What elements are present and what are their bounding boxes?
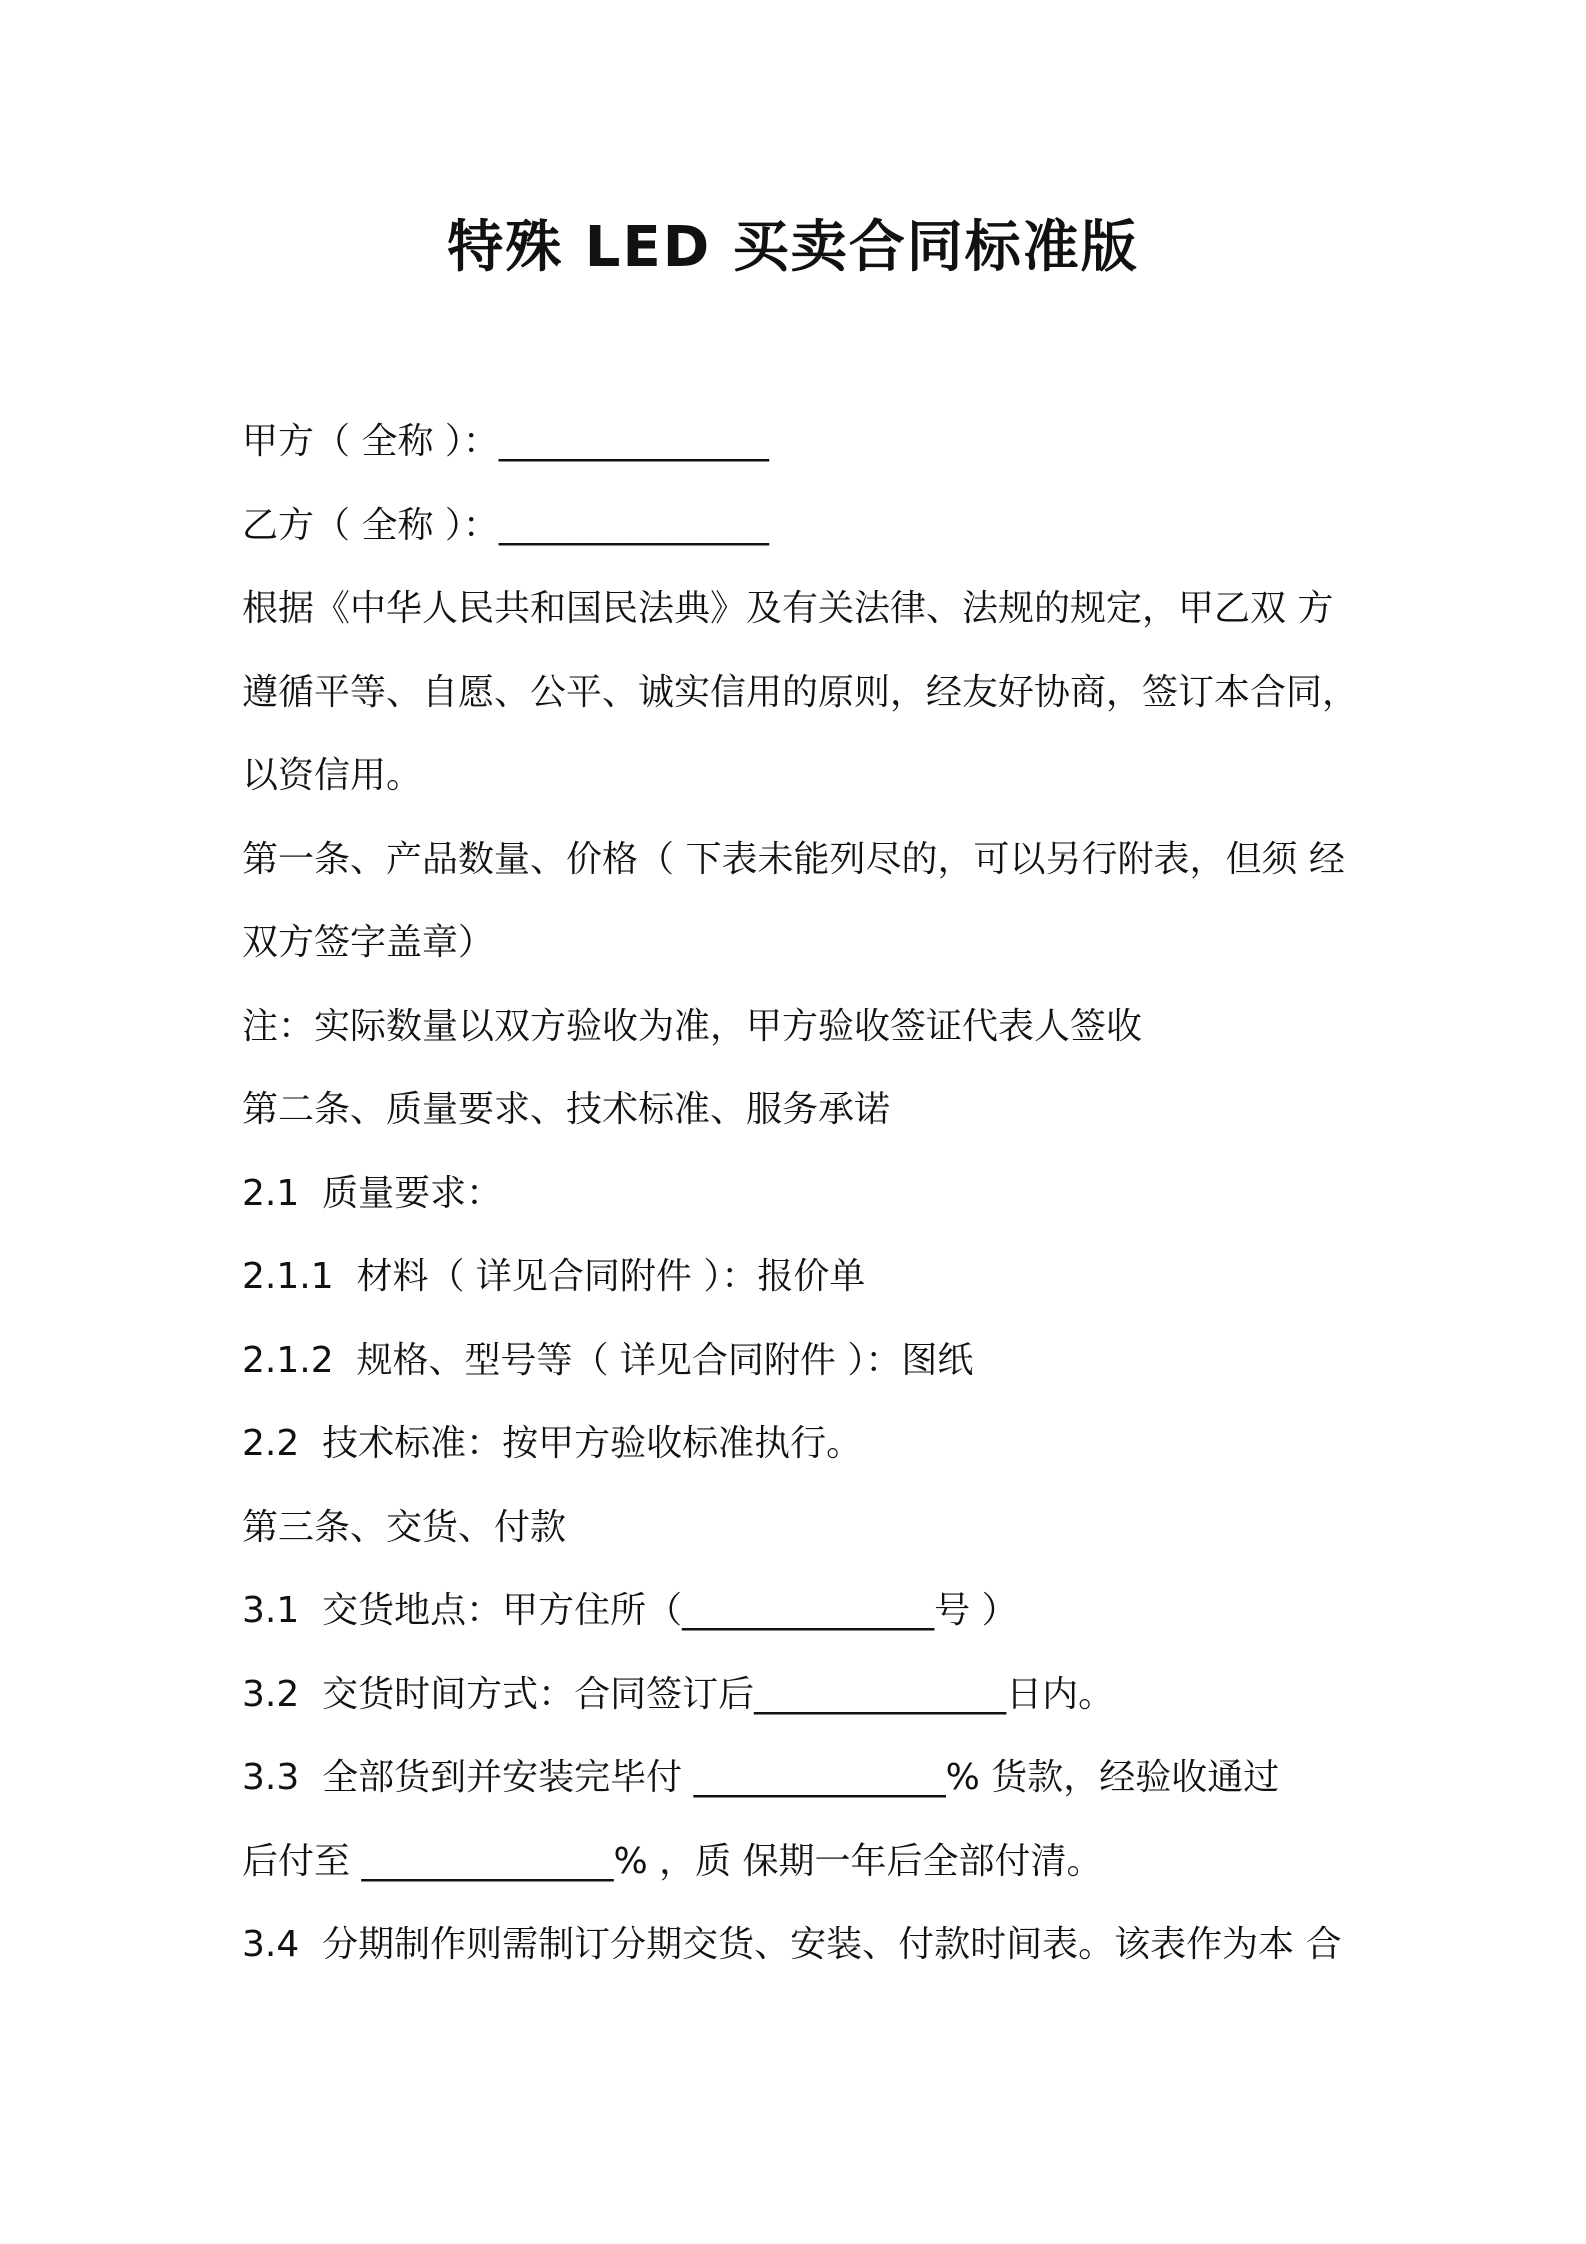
clause-3-3-line-1: 3.3 全部货到并安装完毕付 ______________% 货款，经验收通过 [242,1757,1280,1798]
article-2-heading: 第二条、质量要求、技术标准、服务承诺 [242,1089,891,1130]
party-b-line: 乙方（ 全称 ）：_______________ [242,504,769,546]
clause-3-2: 3.2 交货时间方式：合同签订后______________日内。 [242,1673,1115,1715]
clause-2-1-2: 2.1.2 规格、型号等（ 详见合同附件 ）：图纸 [242,1339,974,1381]
preamble-line-1: 根据《中华人民共和国民法典》及有关法律、法规的规定，甲乙双 方 [242,588,1334,629]
clause-2-1: 2.1 质量要求： [242,1172,503,1214]
party-a-line: 甲方（ 全称 ）：_______________ [242,421,769,462]
article-1-heading-line-1: 第一条、产品数量、价格（ 下表未能列尽的，可以另行附表，但须 经 [242,838,1345,880]
clause-3-1: 3.1 交货地点：甲方住所（______________号 ） [242,1590,1018,1631]
article-3-heading: 第三条、交货、付款 [242,1506,567,1548]
clause-2-1-1: 2.1.1 材料（ 详见合同附件 ）：报价单 [242,1256,866,1297]
clause-3-3-line-2: 后付至 ______________% ，质 保期一年后全部付清。 [242,1840,1103,1882]
article-1-heading-line-2: 双方签字盖章） [242,922,495,963]
document-title: 特殊 LED 买卖合同标准版 [447,215,1139,280]
preamble-line-3: 以资信用。 [242,755,423,796]
clause-2-2: 2.2 技术标准：按甲方验收标准执行。 [242,1423,863,1464]
note-line: 注：实际数量以双方验收为准，甲方验收签证代表人签收 [242,1005,1143,1047]
document-body [242,400,1362,1987]
clause-3-4-line-1: 3.4 分期制作则需制订分期交货、安装、付款时间表。该表作为本 合 [242,1924,1342,1965]
preamble-line-2: 遵循平等、自愿、公平、诚实信用的原则，经友好协商，签订本合同， [242,671,1359,713]
